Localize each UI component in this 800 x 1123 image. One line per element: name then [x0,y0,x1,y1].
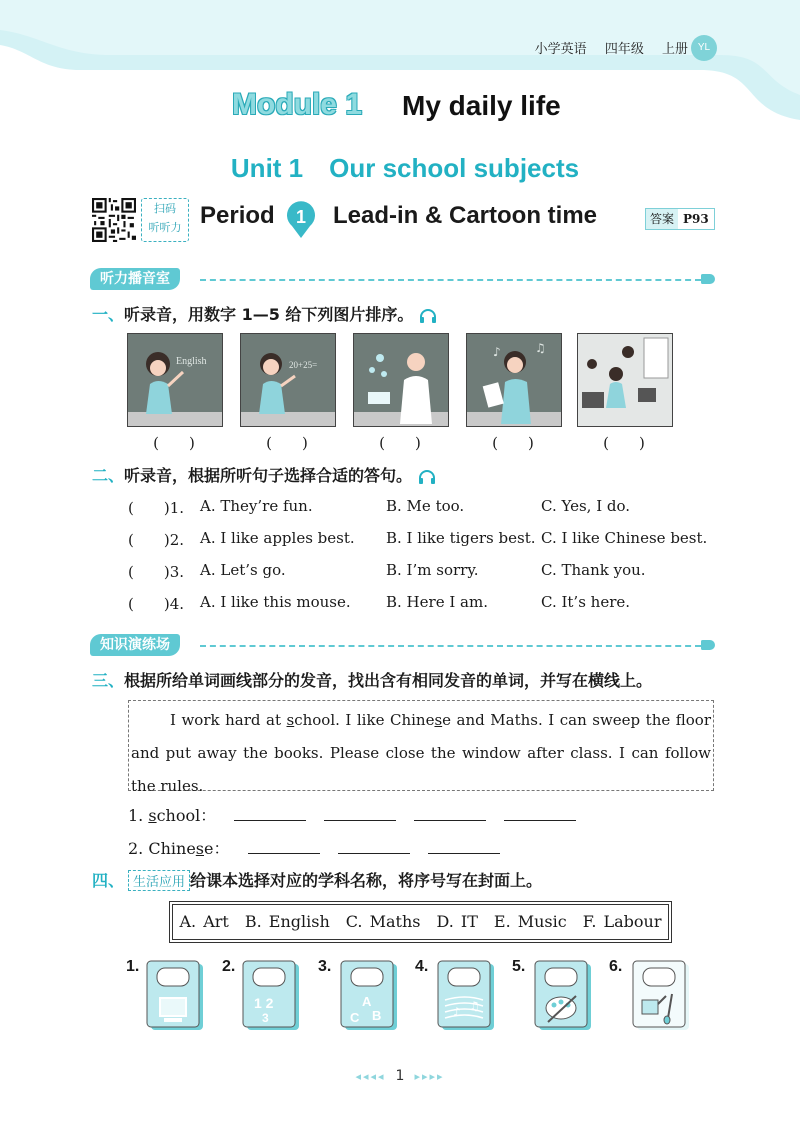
mc-item-number[interactable]: ( )4. [128,595,185,613]
section-tag: 听力播音室 [90,268,180,290]
answer-blank[interactable]: ( ) [603,434,645,452]
answer-blank[interactable]: ( ) [266,434,308,452]
answer-line[interactable] [248,838,320,854]
book-number: 5. [512,958,526,975]
underlined-letter: s [286,711,295,729]
module-label: Module 1 [232,88,363,121]
question-number: 四、 [92,871,125,890]
mc-option-a: A. They’re fun. [200,497,313,515]
fill-row-school [128,803,576,826]
book-number: 2. [222,958,236,975]
fill-word: chool： [156,806,217,825]
letters-icon[interactable] [340,960,398,1032]
section-bar-practice [90,634,715,658]
book-number: 3. [318,958,332,975]
mc-option-b: B. I’m sorry. [386,561,479,579]
period-number-badge [286,200,316,238]
picture-computer-class [577,333,673,427]
svg-text:1 2: 1 2 [254,995,274,1011]
scan-listen-tag [141,198,189,242]
passage-text: chool. I like Chine [294,711,435,729]
reading-passage [128,700,714,795]
computer-icon[interactable] [146,960,204,1032]
section-divider [200,645,701,647]
question-number: 三、 [92,671,125,690]
fill-row-chinese [128,836,500,859]
mc-item-number[interactable]: ( )2. [128,531,185,549]
answer-blank[interactable]: ( ) [492,434,534,452]
mc-option-c: C. I like Chinese best. [541,529,708,547]
svg-text:20+25=: 20+25= [289,360,318,370]
svg-text:A: A [362,994,372,1009]
question-text: 给课本选择对应的学科名称，将序号写在封面上。 [190,871,543,890]
underlined-letter: s [148,806,157,825]
section-tag: 知识演练场 [90,634,180,656]
mc-item-number[interactable]: ( )1. [128,499,185,517]
mc-option-b: B. I like tigers best. [386,529,536,547]
page-footer [0,1068,800,1084]
answer-label: 答案 [646,209,678,229]
underlined-letter: s [434,711,443,729]
header-wave-background [0,0,800,120]
subject-choices-box: A. Art B. English C. Maths D. IT E. Music F. Labour [172,904,669,940]
section-divider [200,279,701,281]
mc-option-b: B. Here I am. [386,593,488,611]
answer-line[interactable] [504,805,576,821]
question-text: 听录音，根据所听句子选择合适的答句。 [124,466,413,485]
next-arrows-icon: ▸▸▸▸ [414,1070,445,1083]
mc-option-a: A. I like this mouse. [200,593,351,611]
question-number: 二、 [92,466,125,485]
unit-title: Unit 1 Our school subjects [230,153,580,183]
lesson-title: Lead-in & Cartoon time [333,202,598,229]
music-staff-icon[interactable] [437,960,495,1032]
palette-icon[interactable] [534,960,592,1032]
answer-line[interactable] [414,805,486,821]
mc-option-c: C. Thank you. [541,561,646,579]
publisher-badge: YL [691,35,717,61]
period-number: 1 [295,207,307,227]
picture-maths-teacher [240,333,336,427]
mc-item-number[interactable]: ( )3. [128,563,185,581]
underlined-letter: s [195,839,205,858]
module-title: My daily life [402,90,561,121]
mc-option-a: A. Let’s go. [200,561,286,579]
prev-arrows-icon: ◂◂◂◂ [355,1070,386,1083]
mc-option-c: C. It’s here. [541,593,631,611]
numbers-icon[interactable] [242,960,300,1032]
question-4-heading [92,868,542,891]
passage-text: e and Maths. I can sweep the floor and put away the books. Please close the window after class. I can follow the rules. [131,711,712,795]
life-application-tag: 生活应用 [128,870,190,891]
answer-blank[interactable]: ( ) [153,434,195,452]
period-word: Period [200,202,275,229]
page-number: 1 [395,1068,405,1084]
answer-page: P93 [683,212,709,226]
headphones-icon[interactable] [419,309,437,323]
book-number: 4. [415,958,429,975]
fill-number: 2. [128,839,149,858]
book-number: 1. [126,958,140,975]
pencil-icon [701,274,715,284]
watering-can-icon[interactable] [632,960,690,1032]
question-text: 根据所给单词画线部分的发音，找出含有相同发音的单词，并写在横线上。 [124,671,653,690]
book-number: 6. [609,958,623,975]
volume-label: 上册 [661,42,688,57]
svg-text:♫: ♫ [535,341,546,355]
listen-label: 听听力 [148,221,182,234]
mc-option-a: A. I like apples best. [200,529,355,547]
question-3-heading [92,668,652,691]
header-breadcrumb [521,38,688,57]
picture-music-teacher [466,333,562,427]
svg-text:C: C [350,1010,360,1025]
section-bar-listening [90,268,715,292]
question-number: 一、 [92,305,125,324]
mc-option-c: C. Yes, I do. [541,497,631,515]
fill-word: e： [204,839,230,858]
svg-text:English: English [176,356,207,367]
grade-label: 四年级 [604,42,644,57]
svg-text:♪: ♪ [493,345,501,359]
answer-line[interactable] [324,805,396,821]
answer-line[interactable] [428,838,500,854]
fill-number: 1. [128,806,149,825]
scan-label: 扫码 [154,202,176,215]
answer-blank[interactable]: ( ) [379,434,421,452]
answer-reference[interactable] [645,208,715,230]
pencil-icon [701,640,715,650]
svg-text:♪: ♪ [453,1005,461,1019]
subject-label: 小学英语 [534,42,587,57]
answer-line[interactable] [234,805,306,821]
svg-text:♫: ♫ [469,999,480,1013]
question-1-heading [92,302,437,325]
qr-code-icon[interactable] [92,198,136,242]
picture-science-teacher [353,333,449,427]
answer-line[interactable] [338,838,410,854]
svg-text:B: B [372,1008,382,1023]
question-text: 听录音，用数字 1—5 给下列图片排序。 [124,305,414,324]
fill-word: Chine [148,839,196,858]
passage-text: I work hard at [170,711,287,729]
picture-english-teacher [127,333,223,427]
question-2-heading [92,463,436,486]
mc-option-b: B. Me too. [386,497,465,515]
headphones-icon[interactable] [418,470,436,484]
svg-text:3: 3 [262,1011,269,1025]
